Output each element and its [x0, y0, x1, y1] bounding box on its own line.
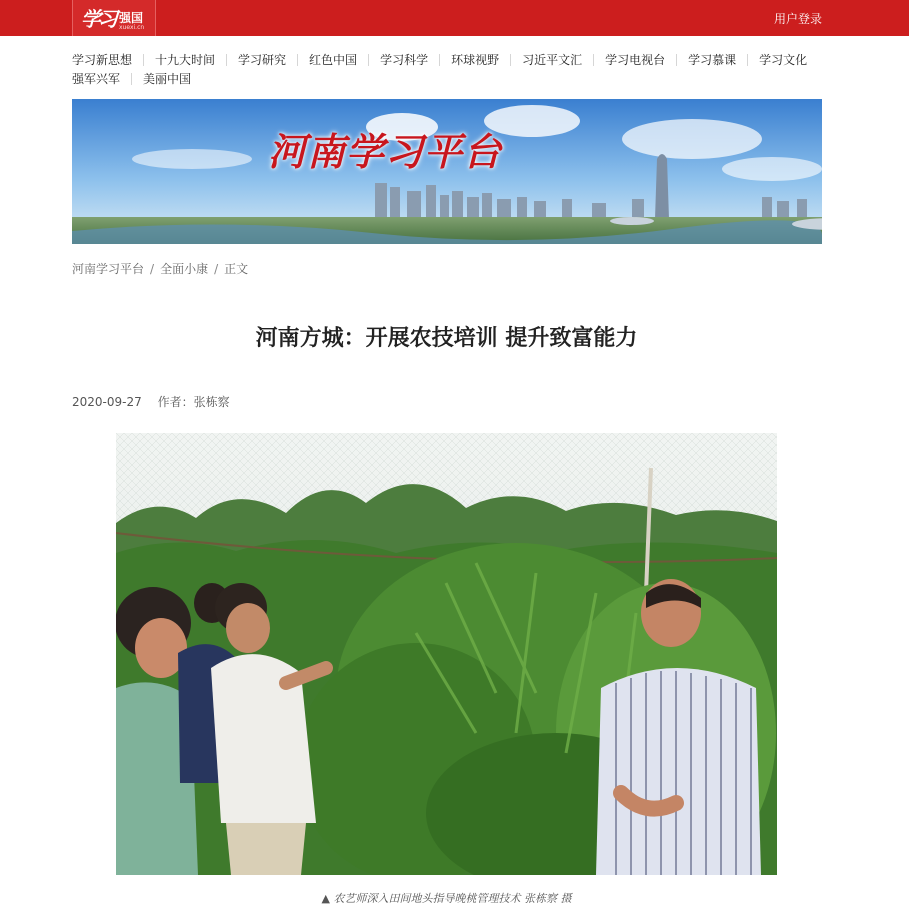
nav-item-hongse-zhongguo[interactable]: 红色中国 — [309, 53, 358, 67]
article-photo — [116, 433, 777, 875]
breadcrumb — [72, 260, 248, 277]
nav-item-xuexi-yanjiu[interactable]: 学习研究 — [238, 53, 287, 67]
province-banner[interactable] — [72, 99, 822, 244]
nav-item-meili-zhongguo[interactable]: 美丽中国 — [143, 72, 192, 86]
nav-item-xuexi-dianshitai[interactable]: 学习电视台 — [605, 53, 666, 67]
nav-divider — [143, 54, 144, 66]
nav-divider — [297, 54, 298, 66]
nav-item-qiangjun-xingjun[interactable]: 强军兴军 — [72, 72, 121, 86]
site-logo[interactable] — [72, 0, 156, 36]
nav-item-xuexi-kexue[interactable]: 学习科学 — [380, 53, 429, 67]
breadcrumb-separator: / — [214, 261, 219, 276]
nav-row-2 — [72, 69, 832, 88]
nav-item-wenhui[interactable]: 习近平文汇 — [522, 53, 583, 67]
nav-item-19da-shijian[interactable]: 十九大时间 — [155, 53, 216, 67]
article-date: 2020-09-27 — [72, 395, 142, 409]
logo-glyph: 学习 — [81, 7, 115, 31]
nav-row-1 — [72, 50, 832, 69]
nav-divider — [593, 54, 594, 66]
top-header-bar — [0, 0, 909, 36]
nav-item-xuexi-muke[interactable]: 学习慕课 — [688, 53, 737, 67]
nav-divider — [676, 54, 677, 66]
nav-divider — [131, 73, 132, 85]
channel-nav — [72, 50, 832, 88]
article-title: 河南方城：开展农技培训 提升致富能力 — [255, 326, 638, 351]
nav-divider — [439, 54, 440, 66]
breadcrumb-separator: / — [150, 261, 155, 276]
breadcrumb-current: 正文 — [224, 262, 249, 276]
breadcrumb-home[interactable]: 河南学习平台 — [72, 262, 145, 276]
nav-divider — [510, 54, 511, 66]
article-meta — [72, 393, 230, 410]
nav-divider — [368, 54, 369, 66]
nav-item-xuexi-wenhua[interactable]: 学习文化 — [759, 53, 808, 67]
article-author: 作者：张栋察 — [157, 395, 230, 409]
photo-caption: ▲ 农艺师深入田间地头指导晚桃管理技术 张栋察 摄 — [321, 892, 572, 905]
breadcrumb-section[interactable]: 全面小康 — [160, 262, 209, 276]
nav-divider — [747, 54, 748, 66]
orchard-photo — [116, 433, 777, 875]
logo-subtext: xuexi.cn — [119, 24, 145, 31]
nav-item-huanqiu-shiye[interactable]: 环球视野 — [451, 53, 500, 67]
nav-divider — [226, 54, 227, 66]
user-login-link[interactable]: 用户登录 — [773, 12, 822, 26]
nav-item-xuexi-xinsixiang[interactable]: 学习新思想 — [72, 53, 133, 67]
logo-text: 强国 — [119, 11, 144, 25]
banner-title: 河南学习平台 — [268, 129, 503, 174]
